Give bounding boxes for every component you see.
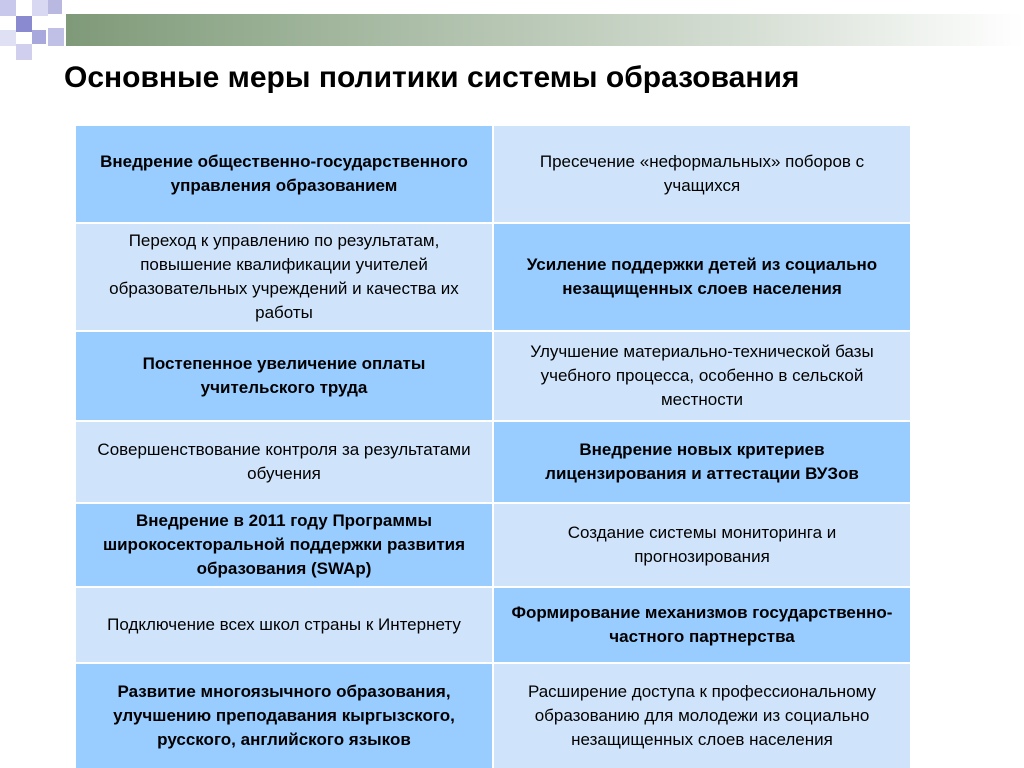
- decorative-gradient-bar: [66, 14, 1024, 46]
- table-cell: Постепенное увеличение оплаты учительского труда: [76, 332, 492, 420]
- table-cell: Создание системы мониторинга и прогнозирования: [494, 504, 910, 586]
- table-cell: Внедрение общественно-государственного управления образованием: [76, 126, 492, 222]
- slide-title: Основные меры политики системы образования: [64, 61, 800, 94]
- table-cell: Подключение всех школ страны к Интернету: [76, 588, 492, 662]
- decorative-square: [48, 0, 62, 14]
- table-cell: Расширение доступа к профессиональному образованию для молодежи из социально незащищенных слоев населения: [494, 664, 910, 768]
- table-cell: Усиление поддержки детей из социально незащищенных слоев населения: [494, 224, 910, 330]
- decorative-square: [48, 28, 64, 46]
- decorative-square: [16, 44, 32, 60]
- decorative-square: [32, 0, 48, 16]
- decorative-square: [0, 30, 16, 46]
- table-cell: Пресечение «неформальных» поборов с учащихся: [494, 126, 910, 222]
- decorative-header: [0, 0, 1024, 64]
- decorative-square: [0, 0, 16, 16]
- table-cell: Развитие многоязычного образования, улучшению преподавания кыргызского, русского, английского языков: [76, 664, 492, 768]
- table-cell: Переход к управлению по результатам, повышение квалификации учителей образовательных учреждений и качества их работы: [76, 224, 492, 330]
- table-cell: Внедрение в 2011 году Программы широкосекторальной поддержки развития образования (SWAp): [76, 504, 492, 586]
- table-cell: Внедрение новых критериев лицензирования и аттестации ВУЗов: [494, 422, 910, 502]
- table-cell: Совершенствование контроля за результатами обучения: [76, 422, 492, 502]
- table-cell: Улучшение материально-технической базы учебного процесса, особенно в сельской местности: [494, 332, 910, 420]
- decorative-square: [16, 16, 32, 32]
- table-cell: Формирование механизмов государственно-частного партнерства: [494, 588, 910, 662]
- measures-table: [76, 126, 908, 768]
- decorative-square: [32, 30, 46, 44]
